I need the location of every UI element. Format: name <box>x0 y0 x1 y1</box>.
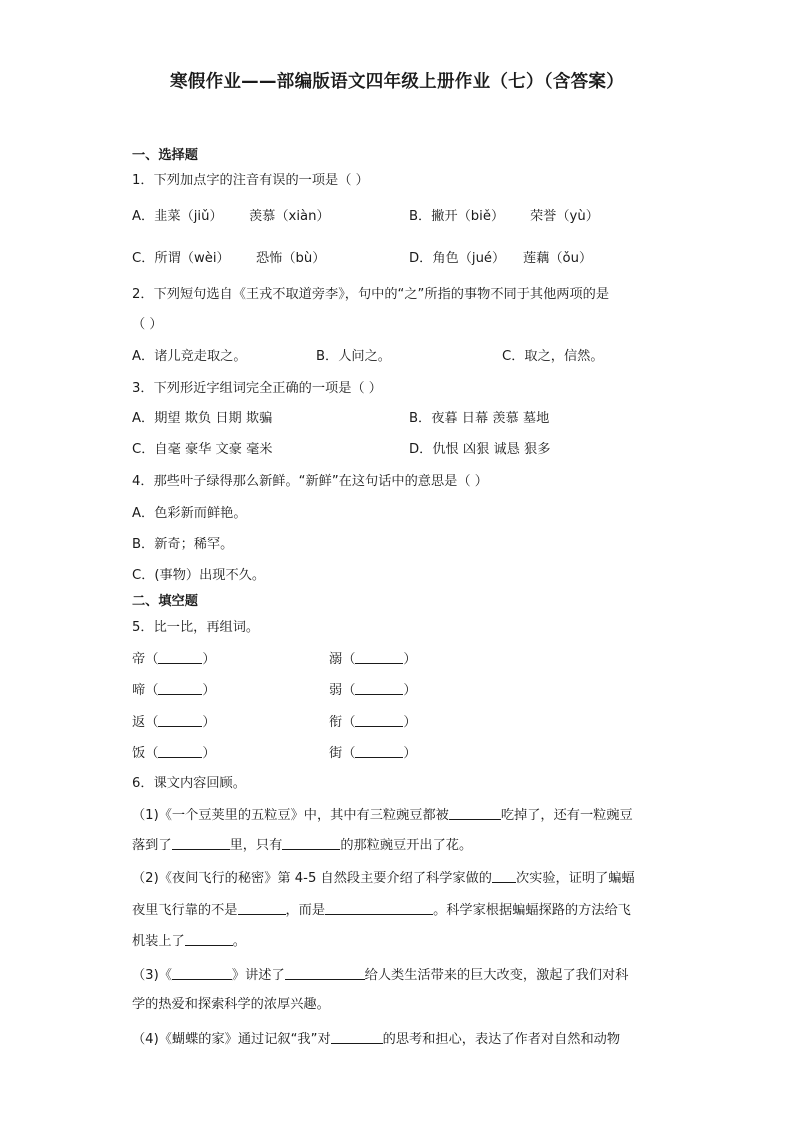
q3-option-d: D．仇恨 凶狠 诚恳 狠多 <box>409 442 551 457</box>
q5-left-item-3: 返（ ） <box>132 715 216 730</box>
q6-part-2-line-2: 夜里飞行靠的不是 ，而是 。科学家根据蝙蝠探路的方法给飞 <box>132 903 631 918</box>
q5-answer-blank[interactable] <box>355 713 403 727</box>
question-6-stem: 6．课文内容回顾。 <box>132 776 246 791</box>
q6-part-3-line-2: 学的热爱和探索科学的浓厚兴趣。 <box>132 997 330 1012</box>
q5-answer-blank[interactable] <box>158 713 202 727</box>
section-heading-fill: 二、填空题 <box>132 594 198 609</box>
q5-answer-blank[interactable] <box>355 650 403 664</box>
q6-answer-blank[interactable] <box>238 901 286 915</box>
q6-part-1-line-1: （1)《一个豆荚里的五粒豆》中，其中有三粒豌豆都被 吃掉了，还有一粒豌豆 <box>132 808 633 823</box>
q6-answer-blank[interactable] <box>449 806 501 820</box>
q6-answer-blank[interactable] <box>325 901 433 915</box>
q1-option-a-2: 羡慕（xiàn） <box>249 209 330 224</box>
section-heading-choice: 一、选择题 <box>132 148 198 163</box>
q6-answer-blank[interactable] <box>285 966 365 980</box>
q3-option-b: B．夜暮 日幕 羡慕 墓地 <box>409 411 550 426</box>
q2-option-b: B．人问之。 <box>316 349 391 364</box>
q5-right-item-1: 溺（ ） <box>329 652 417 667</box>
q4-option-a: A．色彩新而鲜艳。 <box>132 506 247 521</box>
q2-option-c: C．取之，信然。 <box>502 349 604 364</box>
q5-answer-blank[interactable] <box>158 650 202 664</box>
question-3-stem: 3．下列形近字组词完全正确的一项是（ ） <box>132 381 382 396</box>
q2-option-a: A．诸儿竞走取之。 <box>132 349 247 364</box>
q6-answer-blank[interactable] <box>172 836 230 850</box>
question-2-paren: （ ） <box>132 317 163 332</box>
q6-answer-blank[interactable] <box>185 932 233 946</box>
q1-option-c-2: 恐怖（bù） <box>256 251 326 266</box>
question-4-stem: 4．那些叶子绿得那么新鲜。“新鲜”在这句话中的意思是（ ） <box>132 474 488 489</box>
question-5-stem: 5．比一比，再组词。 <box>132 620 260 635</box>
q6-part-3-line-1: （3)《 》讲述了 给人类生活带来的巨大改变，激起了我们对科 <box>132 968 629 983</box>
q5-left-item-2: 啼（ ） <box>132 683 216 698</box>
q5-answer-blank[interactable] <box>158 681 202 695</box>
q3-option-c: C．自毫 豪华 文豪 毫米 <box>132 442 273 457</box>
page-title: 寒假作业——部编版语文四年级上册作业（七）（含答案） <box>169 72 625 92</box>
q6-part-2-line-1: （2)《夜间飞行的秘密》第 4-5 自然段主要介绍了科学家做的 次实验，证明了蝙蝠 <box>132 871 635 886</box>
q6-part-2-line-3: 机装上了 。 <box>132 934 246 949</box>
q5-right-item-2: 弱（ ） <box>329 683 417 698</box>
q6-part-1-line-2: 落到了 里，只有 的那粒豌豆开出了花。 <box>132 838 473 853</box>
q5-left-item-1: 帝（ ） <box>132 652 216 667</box>
q1-option-c: C．所谓（wèi） <box>132 251 230 266</box>
q1-option-b-2: 荣誉（yù） <box>530 209 599 224</box>
q1-option-d: D．角色（jué） <box>409 251 506 266</box>
q1-option-d-2: 莲藕（ǒu） <box>523 251 593 266</box>
q6-answer-blank[interactable] <box>172 966 232 980</box>
q6-answer-blank[interactable] <box>331 1030 383 1044</box>
q5-right-item-4: 街（ ） <box>329 746 417 761</box>
q1-option-a: A．韭菜（jiǔ） <box>132 209 223 224</box>
q5-left-item-4: 饭（ ） <box>132 746 216 761</box>
q5-answer-blank[interactable] <box>355 744 403 758</box>
q6-answer-blank[interactable] <box>492 869 516 883</box>
q6-answer-blank[interactable] <box>282 836 340 850</box>
q4-option-c: C．(事物）出现不久。 <box>132 568 266 583</box>
q1-option-b: B．撇开（biě） <box>409 209 505 224</box>
question-2-stem: 2．下列短句选自《王戎不取道旁李》，句中的“之”所指的事物不同于其他两项的是 <box>132 287 610 302</box>
question-1-stem: 1．下列加点字的注音有误的一项是（ ） <box>132 173 369 188</box>
q5-right-item-3: 衔（ ） <box>329 715 417 730</box>
q5-answer-blank[interactable] <box>158 744 202 758</box>
q4-option-b: B．新奇；稀罕。 <box>132 537 234 552</box>
q6-part-4-line-1: （4)《蝴蝶的家》通过记叙“我”对 的思考和担心，表达了作者对自然和动物 <box>132 1032 621 1047</box>
q3-option-a: A．期望 欺负 日期 欺骗 <box>132 411 273 426</box>
q5-answer-blank[interactable] <box>355 681 403 695</box>
